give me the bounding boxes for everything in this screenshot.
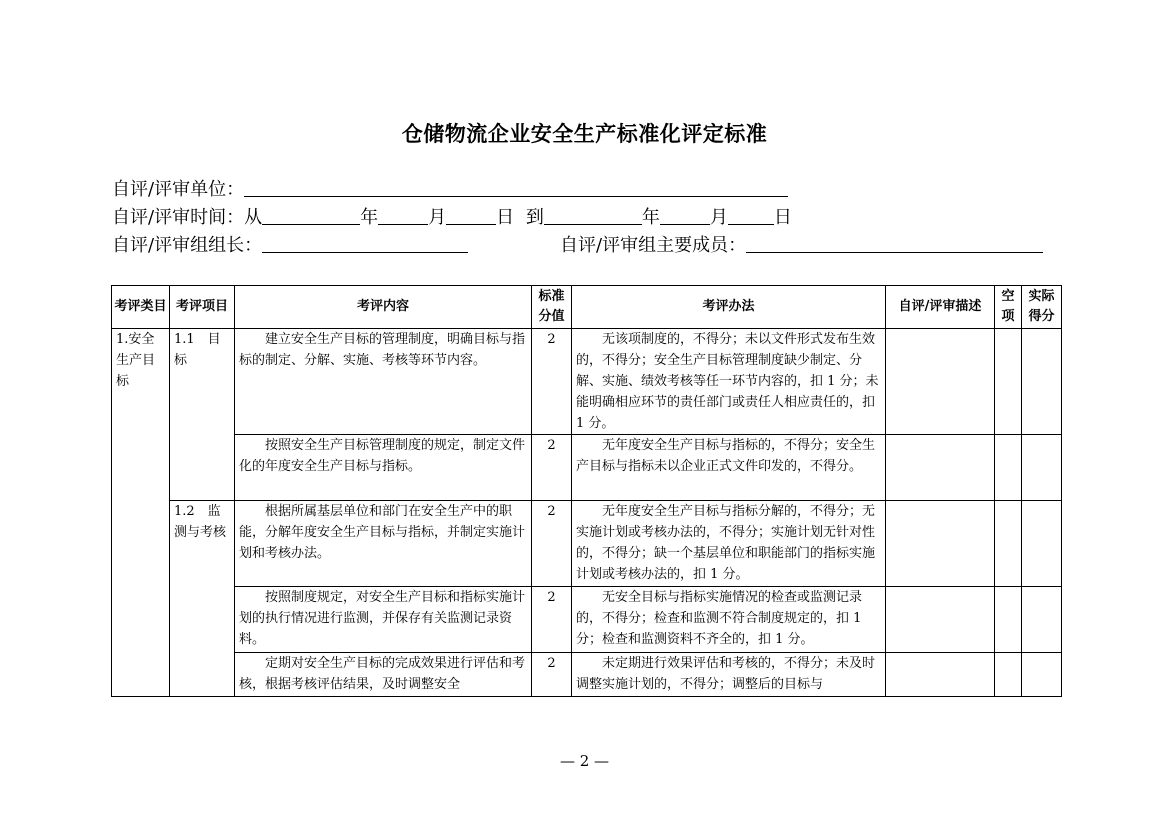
leader-blank[interactable] (262, 232, 468, 253)
header-row (112, 286, 1062, 329)
item-cell-target: 1.1 目标 (170, 329, 235, 501)
content-cell: 根据所属基层单位和部门在安全生产中的职能，分解年度安全生产目标与指标，并制定实施计划和考核办法。 (235, 501, 532, 587)
actual-score-cell[interactable] (1022, 329, 1062, 435)
page-number: — 2 — (559, 752, 610, 770)
header-blank-item: 空项 (995, 286, 1022, 329)
leader-line (112, 232, 468, 258)
members-line (560, 232, 1043, 258)
content-cell: 按照安全生产目标管理制度的规定，制定文件化的年度安全生产目标与指标。 (235, 435, 532, 501)
content-cell: 建立安全生产目标的管理制度，明确目标与指标的制定、分解、实施、考核等环节内容。 (235, 329, 532, 435)
end-month-label: 月 (709, 207, 728, 228)
self-review-cell[interactable] (886, 329, 995, 435)
method-cell: 未定期进行效果评估和考核的，不得分；未及时调整实施计划的，不得分；调整后的目标与 (572, 653, 886, 697)
unit-line (112, 176, 788, 202)
actual-score-cell[interactable] (1022, 587, 1062, 653)
header-content: 考评内容 (235, 286, 532, 329)
blank-item-cell[interactable] (995, 587, 1022, 653)
unit-label: 自评/评审单位： (112, 179, 245, 200)
actual-score-cell[interactable] (1022, 653, 1062, 697)
document-title: 仓储物流企业安全生产标准化评定标准 (401, 121, 768, 146)
header-self-review: 自评/评审描述 (886, 286, 995, 329)
blank-item-cell[interactable] (995, 329, 1022, 435)
header-category: 考评类目 (112, 286, 170, 329)
blank-item-cell[interactable] (995, 653, 1022, 697)
evaluation-table (111, 285, 1062, 697)
table-row (112, 435, 1062, 501)
method-cell: 无年度安全生产目标与指标的，不得分；安全生产目标与指标未以企业正式文件印发的，不得分。 (572, 435, 886, 501)
self-review-cell[interactable] (886, 587, 995, 653)
start-month-blank[interactable] (378, 204, 428, 225)
actual-score-cell[interactable] (1022, 501, 1062, 587)
score-cell: 2 (532, 653, 572, 697)
blank-item-cell[interactable] (995, 501, 1022, 587)
start-day-label: 日 (496, 207, 515, 228)
time-label: 自评/评审时间：从 (112, 207, 263, 228)
content-cell: 按照制度规定，对安全生产目标和指标实施计划的执行情况进行监测，并保存有关监测记录资料。 (235, 587, 532, 653)
end-day-blank[interactable] (728, 204, 774, 225)
self-review-cell[interactable] (886, 653, 995, 697)
category-cell: 1.安全生产目标 (112, 329, 170, 697)
start-year-blank[interactable] (262, 204, 360, 225)
method-cell: 无安全目标与指标实施情况的检查或监测记录的，不得分；检查和监测不符合制度规定的，扣 1 分；检查和监测资料不齐全的，扣 1 分。 (572, 587, 886, 653)
end-year-label: 年 (641, 207, 660, 228)
header-item: 考评项目 (170, 286, 235, 329)
header-method: 考评办法 (572, 286, 886, 329)
to-label: 到 (525, 207, 544, 228)
score-cell: 2 (532, 435, 572, 501)
self-review-cell[interactable] (886, 435, 995, 501)
method-cell: 无该项制度的，不得分；未以文件形式发布生效的，不得分；安全生产目标管理制度缺少制定、分解、实施、绩效考核等任一环节内容的，扣 1 分；未能明确相应环节的责任部门或责任人相应责任的，扣 1 分。 (572, 329, 886, 435)
table-row (112, 501, 1062, 587)
header-score: 标准分值 (532, 286, 572, 329)
item-cell-monitoring: 1.2 监测与考核 (170, 501, 235, 697)
header-actual-score: 实际得分 (1022, 286, 1062, 329)
end-year-blank[interactable] (544, 204, 642, 225)
self-review-cell[interactable] (886, 501, 995, 587)
time-line (112, 204, 792, 230)
leader-label: 自评/评审组组长： (112, 235, 263, 256)
start-day-blank[interactable] (446, 204, 496, 225)
end-day-label: 日 (773, 207, 792, 228)
content-cell: 定期对安全生产目标的完成效果进行评估和考核，根据考核评估结果，及时调整安全 (235, 653, 532, 697)
start-year-label: 年 (360, 207, 379, 228)
members-label: 自评/评审组主要成员： (560, 235, 747, 256)
actual-score-cell[interactable] (1022, 435, 1062, 501)
score-cell: 2 (532, 329, 572, 435)
start-month-label: 月 (428, 207, 447, 228)
end-month-blank[interactable] (660, 204, 710, 225)
score-cell: 2 (532, 501, 572, 587)
score-cell: 2 (532, 587, 572, 653)
method-cell: 无年度安全生产目标与指标分解的，不得分；无实施计划或考核办法的，不得分；实施计划无针对性的，不得分；缺一个基层单位和职能部门的指标实施计划或考核办法的，扣 1 分。 (572, 501, 886, 587)
members-blank[interactable] (746, 232, 1043, 253)
unit-blank[interactable] (244, 176, 788, 197)
table-row (112, 329, 1062, 435)
blank-item-cell[interactable] (995, 435, 1022, 501)
table-row (112, 587, 1062, 653)
table-row (112, 653, 1062, 697)
